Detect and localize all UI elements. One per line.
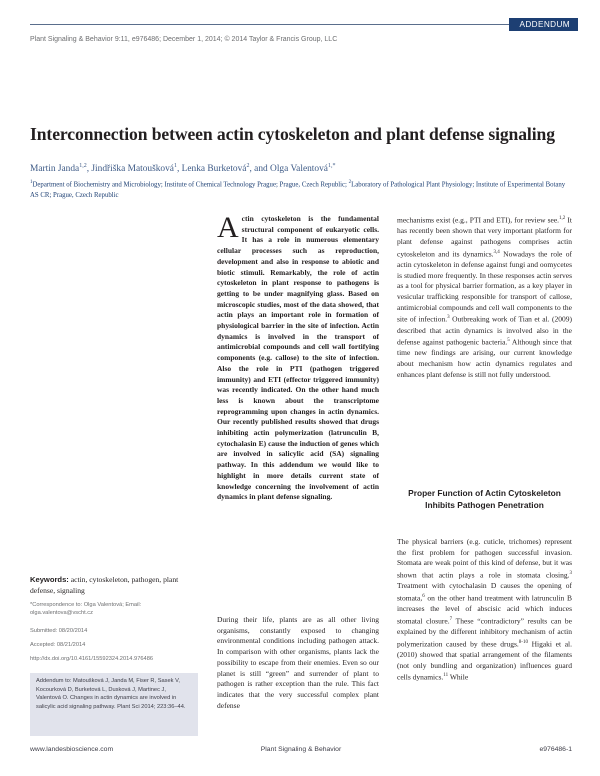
author-name[interactable]: Olga Valentová <box>270 164 328 175</box>
keywords-label: Keywords: <box>30 575 69 584</box>
reference-marker[interactable]: 3 <box>569 571 572 577</box>
header-bar <box>0 18 600 31</box>
affiliation-marker: 1 <box>30 180 33 185</box>
reference-marker[interactable]: 3 <box>447 315 450 321</box>
journal-citation-line: Plant Signaling & Behavior 9:11, e976486; December 1, 2014; © 2014 Taylor & Francis Group, LLC <box>30 36 338 43</box>
keywords-list: actin, cytoskeleton, pathogen, plant defense, signaling <box>30 575 179 595</box>
article-type-badge: ADDENDUM <box>509 18 578 31</box>
author-affiliation-marker: 2 <box>246 163 250 169</box>
author-list <box>30 163 335 174</box>
reference-marker[interactable]: 6 <box>422 594 425 600</box>
reference-marker[interactable]: 5 <box>507 338 510 344</box>
abstract-text: ctin cytoskeleton is the fundamental structural component of eukaryotic cells. It has a role in numerous elementary cellular processes such as reproduction, development and also in response to abiotic and biotic stimuli. Remarkably, the role of actin cytoskeleton in plant response to pathogens is getting to be under magnifying glass. Based on microscopic studies, most of the data showed, that actin plays an important role in formation of physiological barrier in the site of infection. Actin dynamics is involved in the transport of antimicrobial compounds and cell wall fortifying components (e.g. callose) to the site of infection. Also the role in PTI (pathogen triggered immunity) and ETI (effector triggered immunity) was recently indicated. On the other hand much less is known about the transcriptome reprogramming upon changes in actin dynamics. Our recently published results showed that drugs inhibiting actin polymerization (latrunculin B, cytochalasin E) cause the induction of genes which are involved in salicylic acid (SA) signaling pathway. In this addendum we would like to highlight in more details current state of knowledge concerning the involvement of actin dynamics in plant defense signaling. <box>217 214 379 502</box>
body-text: While <box>448 672 469 682</box>
body-text: Treatment with cytochalasin D causes the opening of stomata, <box>397 581 572 603</box>
body-text: Higaki et al. (2010) showed that spatial arrangement of the filaments (not only bundling and organization) influences guard cells dynamics. <box>397 639 572 682</box>
affiliation-1: Department of Biochemistry and Microbiology; Institute of Chemical Technology Prague; Prague, Czech Republic; <box>32 181 349 189</box>
doi-link[interactable]: http://dx.doi.org/10.4161/15592324.2014.976486 <box>30 656 154 662</box>
body-text: on the other hand treatment with latrunculin B increases the level of abscisic acid which induces stomatal closure. <box>397 593 572 626</box>
body-text: Nowadays the role of actin cytoskeleton in defense against fungi and oomycetes is studied more frequently. In these responses actin serves as a tool for physical barrier formation, as a key player in vesicular trafficking responsible for transport of callose, antimicrobial compounds and cell wall components to the site of infection. <box>397 249 572 324</box>
author-separator: , and <box>249 164 271 175</box>
abstract <box>217 211 379 503</box>
body-text: Outbreaking work of Tian et al. (2009) described that actin dynamics is involved also in the defense against pathogenic bacteria. <box>397 314 572 347</box>
author-name[interactable]: Lenka Burketová <box>181 164 247 175</box>
affiliation-marker: 2 <box>348 180 352 185</box>
section-heading: Proper Function of Actin Cytoskeleton Inhibits Pathogen Penetration <box>408 488 561 510</box>
reference-marker[interactable]: 8-10 <box>518 639 528 645</box>
author-separator: , <box>86 164 92 175</box>
body-text: These “contradictory” results can be explained by the different inhibitory mechanism of actin polymerization caused by these drugs. <box>397 616 572 649</box>
reference-marker[interactable]: 1,2 <box>559 216 566 221</box>
author-affiliation-marker: 1,* <box>327 163 336 169</box>
author-affiliation-marker: 1 <box>173 163 177 169</box>
body-column-middle: During their life, plants are as all other living organisms, constantly exposed to changing environmental conditions including pathogen attack. In comparison with other organisms, plants lack the possibility to escape from their enemies. Even so our planet is still “green” and surrender of plant to pathogen is rather exception than the rule. This fact indicates that the very successful complex plant defense <box>217 615 379 710</box>
addendum-note: Addendum to: Matoušková J, Janda M, Fiser R, Sasek V, Kocourková D, Burketová L, Dusková J, Martinec J, Valentová O. Changes in actin dynamics are involved in salicylic acid signaling pathway. Plant Sci 2014; 223:36–44. <box>30 673 198 736</box>
reference-marker[interactable]: 7 <box>449 616 453 622</box>
reference-marker[interactable]: 3,4 <box>493 249 500 255</box>
header-rule <box>30 24 510 25</box>
keywords <box>30 574 198 596</box>
body-text: Although since that time new findings are arising, our current knowledge about mechanism how actin dynamics regulates and enhances plant defense is still not fully understood. <box>397 337 573 379</box>
accepted-date: Accepted: 08/21/2014 <box>30 642 86 648</box>
author-affiliation-marker: 1,2 <box>79 163 87 169</box>
correspondence[interactable]: *Correspondence to: Olga Valentová; Email: olga.valentova@vscht.cz <box>30 602 142 617</box>
submitted-date: Submitted: 08/20/2014 <box>30 628 88 634</box>
affiliation-2: Laboratory of Pathological Plant Physiology; Institute of Experimental Botany AS CR; Prague, Czech Republic <box>30 181 566 199</box>
footer-journal-name: Plant Signaling & Behavior <box>260 746 342 753</box>
drop-cap: A <box>217 211 239 244</box>
article-title: Interconnection between actin cytoskeleton and plant defense signaling <box>30 124 555 144</box>
body-column-right-bottom <box>397 537 572 684</box>
reference-marker[interactable]: 11 <box>443 673 449 679</box>
body-column-right-top <box>397 214 572 381</box>
body-text: The physical barriers (e.g. cuticle, trichomes) represent the first problem for pathogen successful invasion. Stomata are weak point of this kind of defense, but it was shown that actin plays a role in stomata closing. <box>397 537 572 580</box>
footer-website-link[interactable]: www.landesbioscience.com <box>30 746 114 753</box>
author-name[interactable]: Jindřiška Matoušková <box>91 164 174 175</box>
affiliations <box>30 178 575 201</box>
author-separator: , <box>176 164 182 175</box>
body-text: mechanisms exist (e.g., PTI and ETI), for review see. <box>397 215 560 225</box>
body-text: It has recently been shown that very important platform for plant defense against pathogens comprises actin cytoskeleton and its dynamics. <box>397 215 572 259</box>
author-name[interactable]: Martin Janda <box>30 164 80 175</box>
footer-page-number: e976486-1 <box>539 746 572 753</box>
